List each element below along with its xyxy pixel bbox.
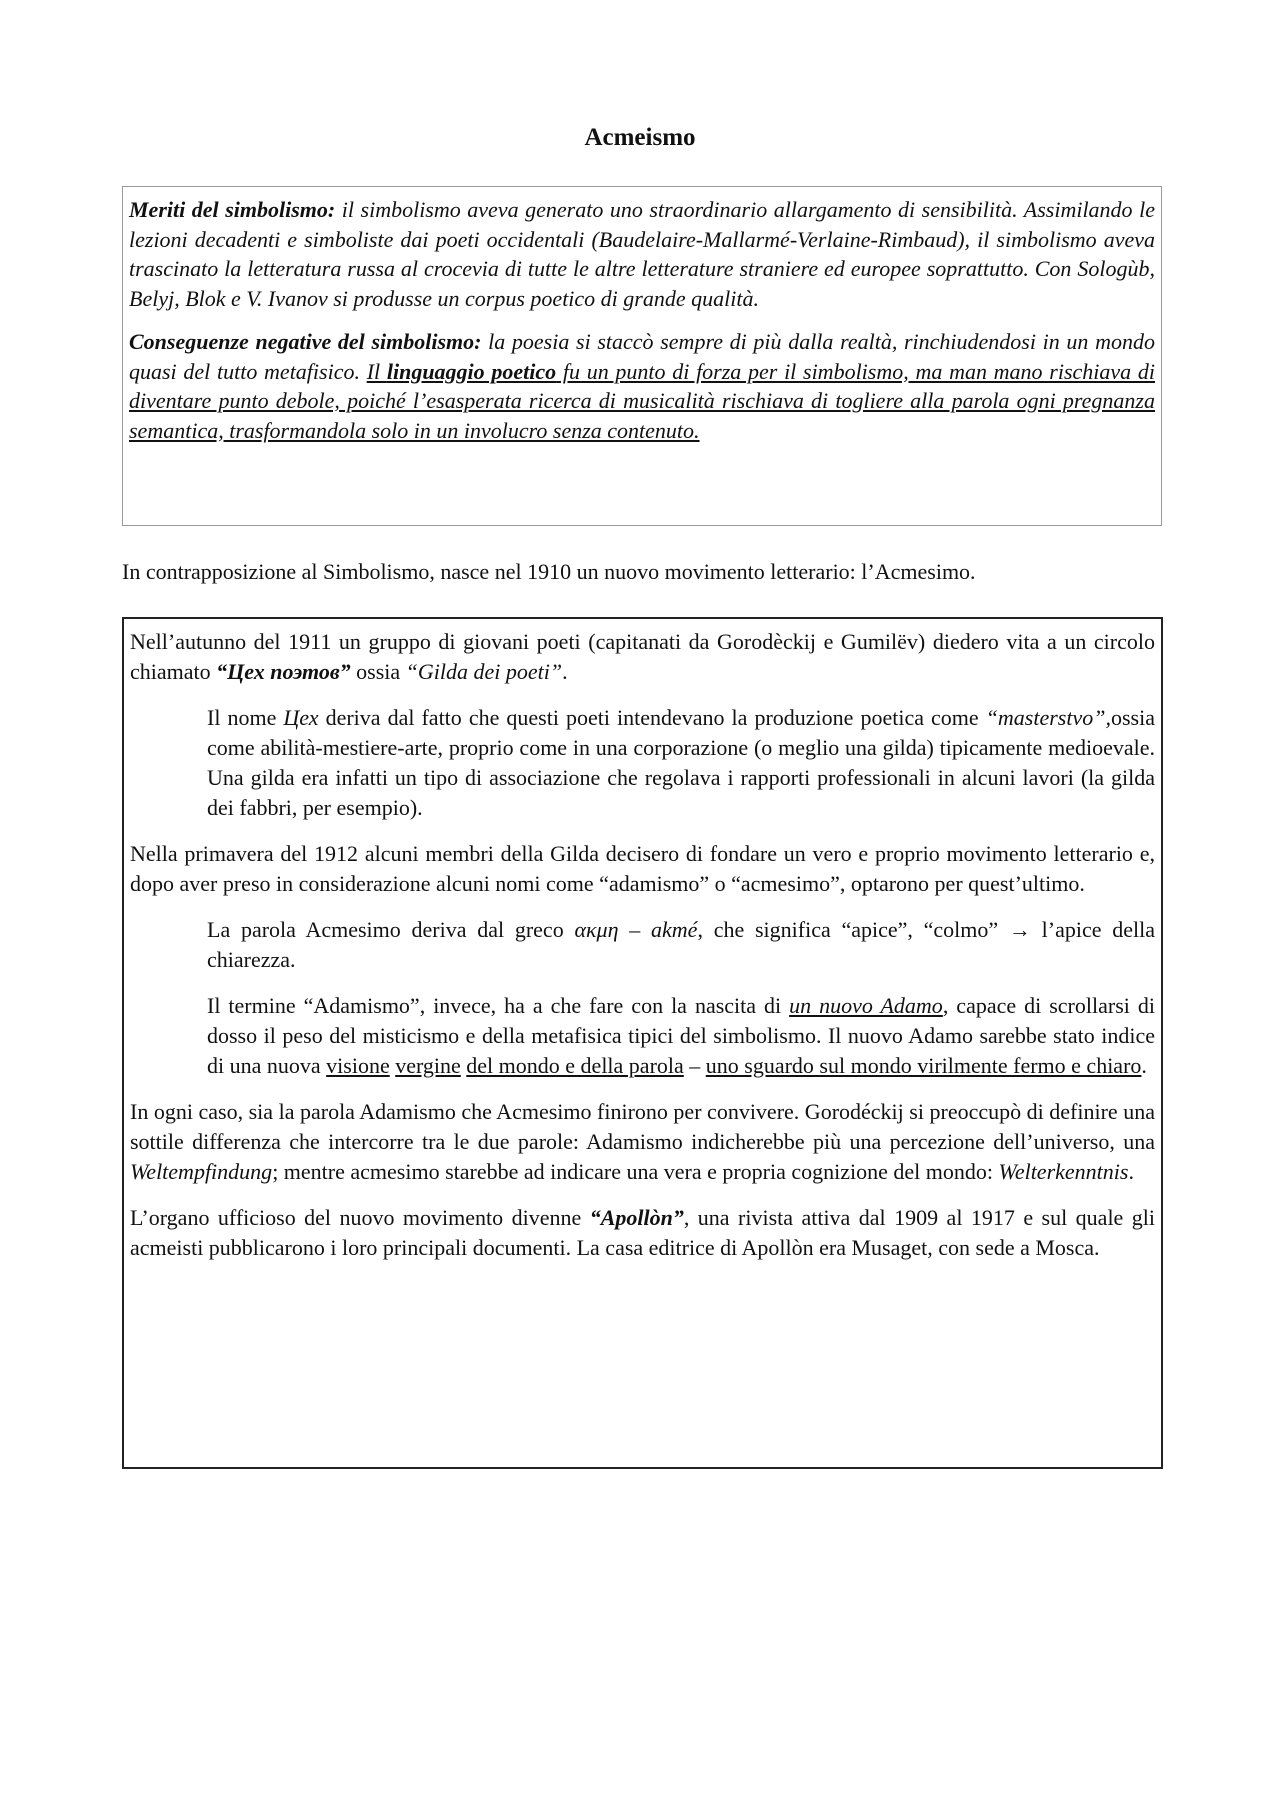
guild-text-3: . [562, 659, 568, 684]
consequences-label: Conseguenze negative del simbolismo: [129, 329, 482, 354]
world-and-word-phrase: del mondo e della parola [466, 1053, 684, 1078]
firm-gaze-phrase: uno sguardo sul mondo virilmente fermo e chiaro [705, 1053, 1142, 1078]
movement-founding-paragraph: Nella primavera del 1912 alcuni membri della Gilda decisero di fondare un vero e proprio movimento letterario e, dopo aver preso in considerazione alcuni nomi come “adamismo” o “acmesimo”, optarono per quest’ultimo. [130, 841, 1155, 896]
adamism-text-2: , capace di scrollarsi di dosso il peso del misticismo e della metafisica tipici del simbolismo. Il nuovo Adamo sarebbe stato indice di una nuova [207, 993, 1155, 1078]
consequences-underlined-start: Il [366, 358, 387, 384]
guild-russian-name: “Цех поэтов” [216, 659, 351, 684]
coexistence-text-2: ; mentre acmesimo starebbe ad indicare una vera e propria cognizione del mondo: [272, 1159, 999, 1184]
apollon-text: L’organo ufficioso del nuovo movimento divenne [130, 1205, 590, 1230]
guild-text-2: ossia [350, 659, 406, 684]
etymology-text: La parola Acmesimo deriva dal greco [207, 917, 575, 942]
apollon-title: “Apollòn” [589, 1205, 684, 1230]
merits-label: Meriti del simbolismo: [129, 197, 336, 222]
consequences-text: la poesia si staccò sempre di più dalla realtà, rinchiudendosi in un mondo quasi del tutto metafisico. [129, 329, 1155, 384]
intro-sentence: In contrapposizione al Simbolismo, nasce nel 1910 un nuovo movimento letterario: l’Acmesimo. [122, 559, 976, 584]
etymology-text-2: , che significa “apice”, “colmo” → l’apice della chiarezza. [207, 917, 1156, 972]
coexistence-text: In ogni caso, sia la parola Adamismo che Acmesimo finirono per convivere. Gorodéckij si preoccupò di definire una sottile differenza che intercorre tra le due parole: Adamismo indicherebbe più una percezione dell’universo, una [130, 1099, 1155, 1154]
merits-paragraph [129, 195, 1155, 313]
vision-word: visione [326, 1053, 390, 1078]
name-origin-text: Il nome [207, 705, 284, 730]
akme-term: akmé [651, 917, 698, 942]
poetic-language-term: linguaggio poetico [386, 358, 557, 384]
coexistence-period: . [1128, 1159, 1134, 1184]
page-title: Acmeismo [584, 124, 696, 151]
virgin-word: vergine [395, 1053, 461, 1078]
tsekh-term: Цех [283, 705, 319, 730]
apollon-text-2: , una rivista attiva dal 1909 al 1917 e sul quale gli acmeisti pubblicarono i loro principali documenti. La casa editrice di Apollòn era Musaget, con sede a Mosca. [130, 1205, 1155, 1260]
consequences-paragraph [129, 327, 1155, 445]
name-origin-paragraph [207, 703, 1155, 823]
adamism-paragraph [207, 991, 1155, 1081]
coexistence-paragraph [130, 1097, 1155, 1187]
name-origin-text-3: ossia come abilità-mestiere-arte, proprio come in una corporazione (o meglio una gilda) tipicamente medioevale. Una gilda era infatti un tipo di associazione che regolava i rapporti professionali in alcuni lavori (la gilda dei fabbri, per esempio). [207, 705, 1155, 820]
masterstvo-term: “masterstvo”, [985, 705, 1111, 730]
etymology-paragraph [207, 915, 1155, 975]
adamism-dash: – [683, 1053, 706, 1078]
adamism-text: Il termine “Adamismo”, invece, ha a che fare con la nascita di [207, 993, 790, 1018]
guild-paragraph [130, 627, 1155, 687]
guild-italian-name: “Gilda dei poeti” [405, 659, 563, 684]
greek-word: ακμη [574, 917, 619, 942]
consequences-underlined-text: fu un punto di forza per il simbolismo, ma man mano rischiava di diventare punto debole, poiché l’esasperata ricerca di musicalità rischiava di togliere alla parola ogni pregnanza semantica, trasformandola solo in un involucro senza contenuto. [129, 358, 1155, 443]
welterkenntnis-term: Welterkenntnis [998, 1159, 1129, 1184]
adamism-period: . [1141, 1053, 1147, 1078]
guild-text: Nell’autunno del 1911 un gruppo di giovani poeti (capitanati da Gorodèckij e Gumilëv) diedero vita a un circolo chiamato [130, 629, 1155, 684]
apollon-paragraph [130, 1203, 1155, 1263]
weltempfindung-term: Weltempfindung [130, 1159, 273, 1184]
etymology-dash: – [618, 917, 652, 942]
symbolism-summary-box [122, 186, 1162, 526]
name-origin-text-2: deriva dal fatto che questi poeti intendevano la produzione poetica come [318, 705, 986, 730]
new-adam-term: un nuovo Adamo [789, 993, 943, 1018]
merits-text: il simbolismo aveva generato uno straordinario allargamento di sensibilità. Assimilando le lezioni decadenti e simboliste dai poeti occidentali (Baudelaire-Mallarmé-Verlaine-Rimbaud), il simbolismo aveva trascinato la letteratura russa al crocevia di tutte le altre letterature straniere ed europee soprattutto. Con Sologùb, Belyj, Blok e V. Ivanov si produsse un corpus poetico di grande qualità. [129, 197, 1155, 311]
acmeism-details-box [122, 617, 1163, 1469]
